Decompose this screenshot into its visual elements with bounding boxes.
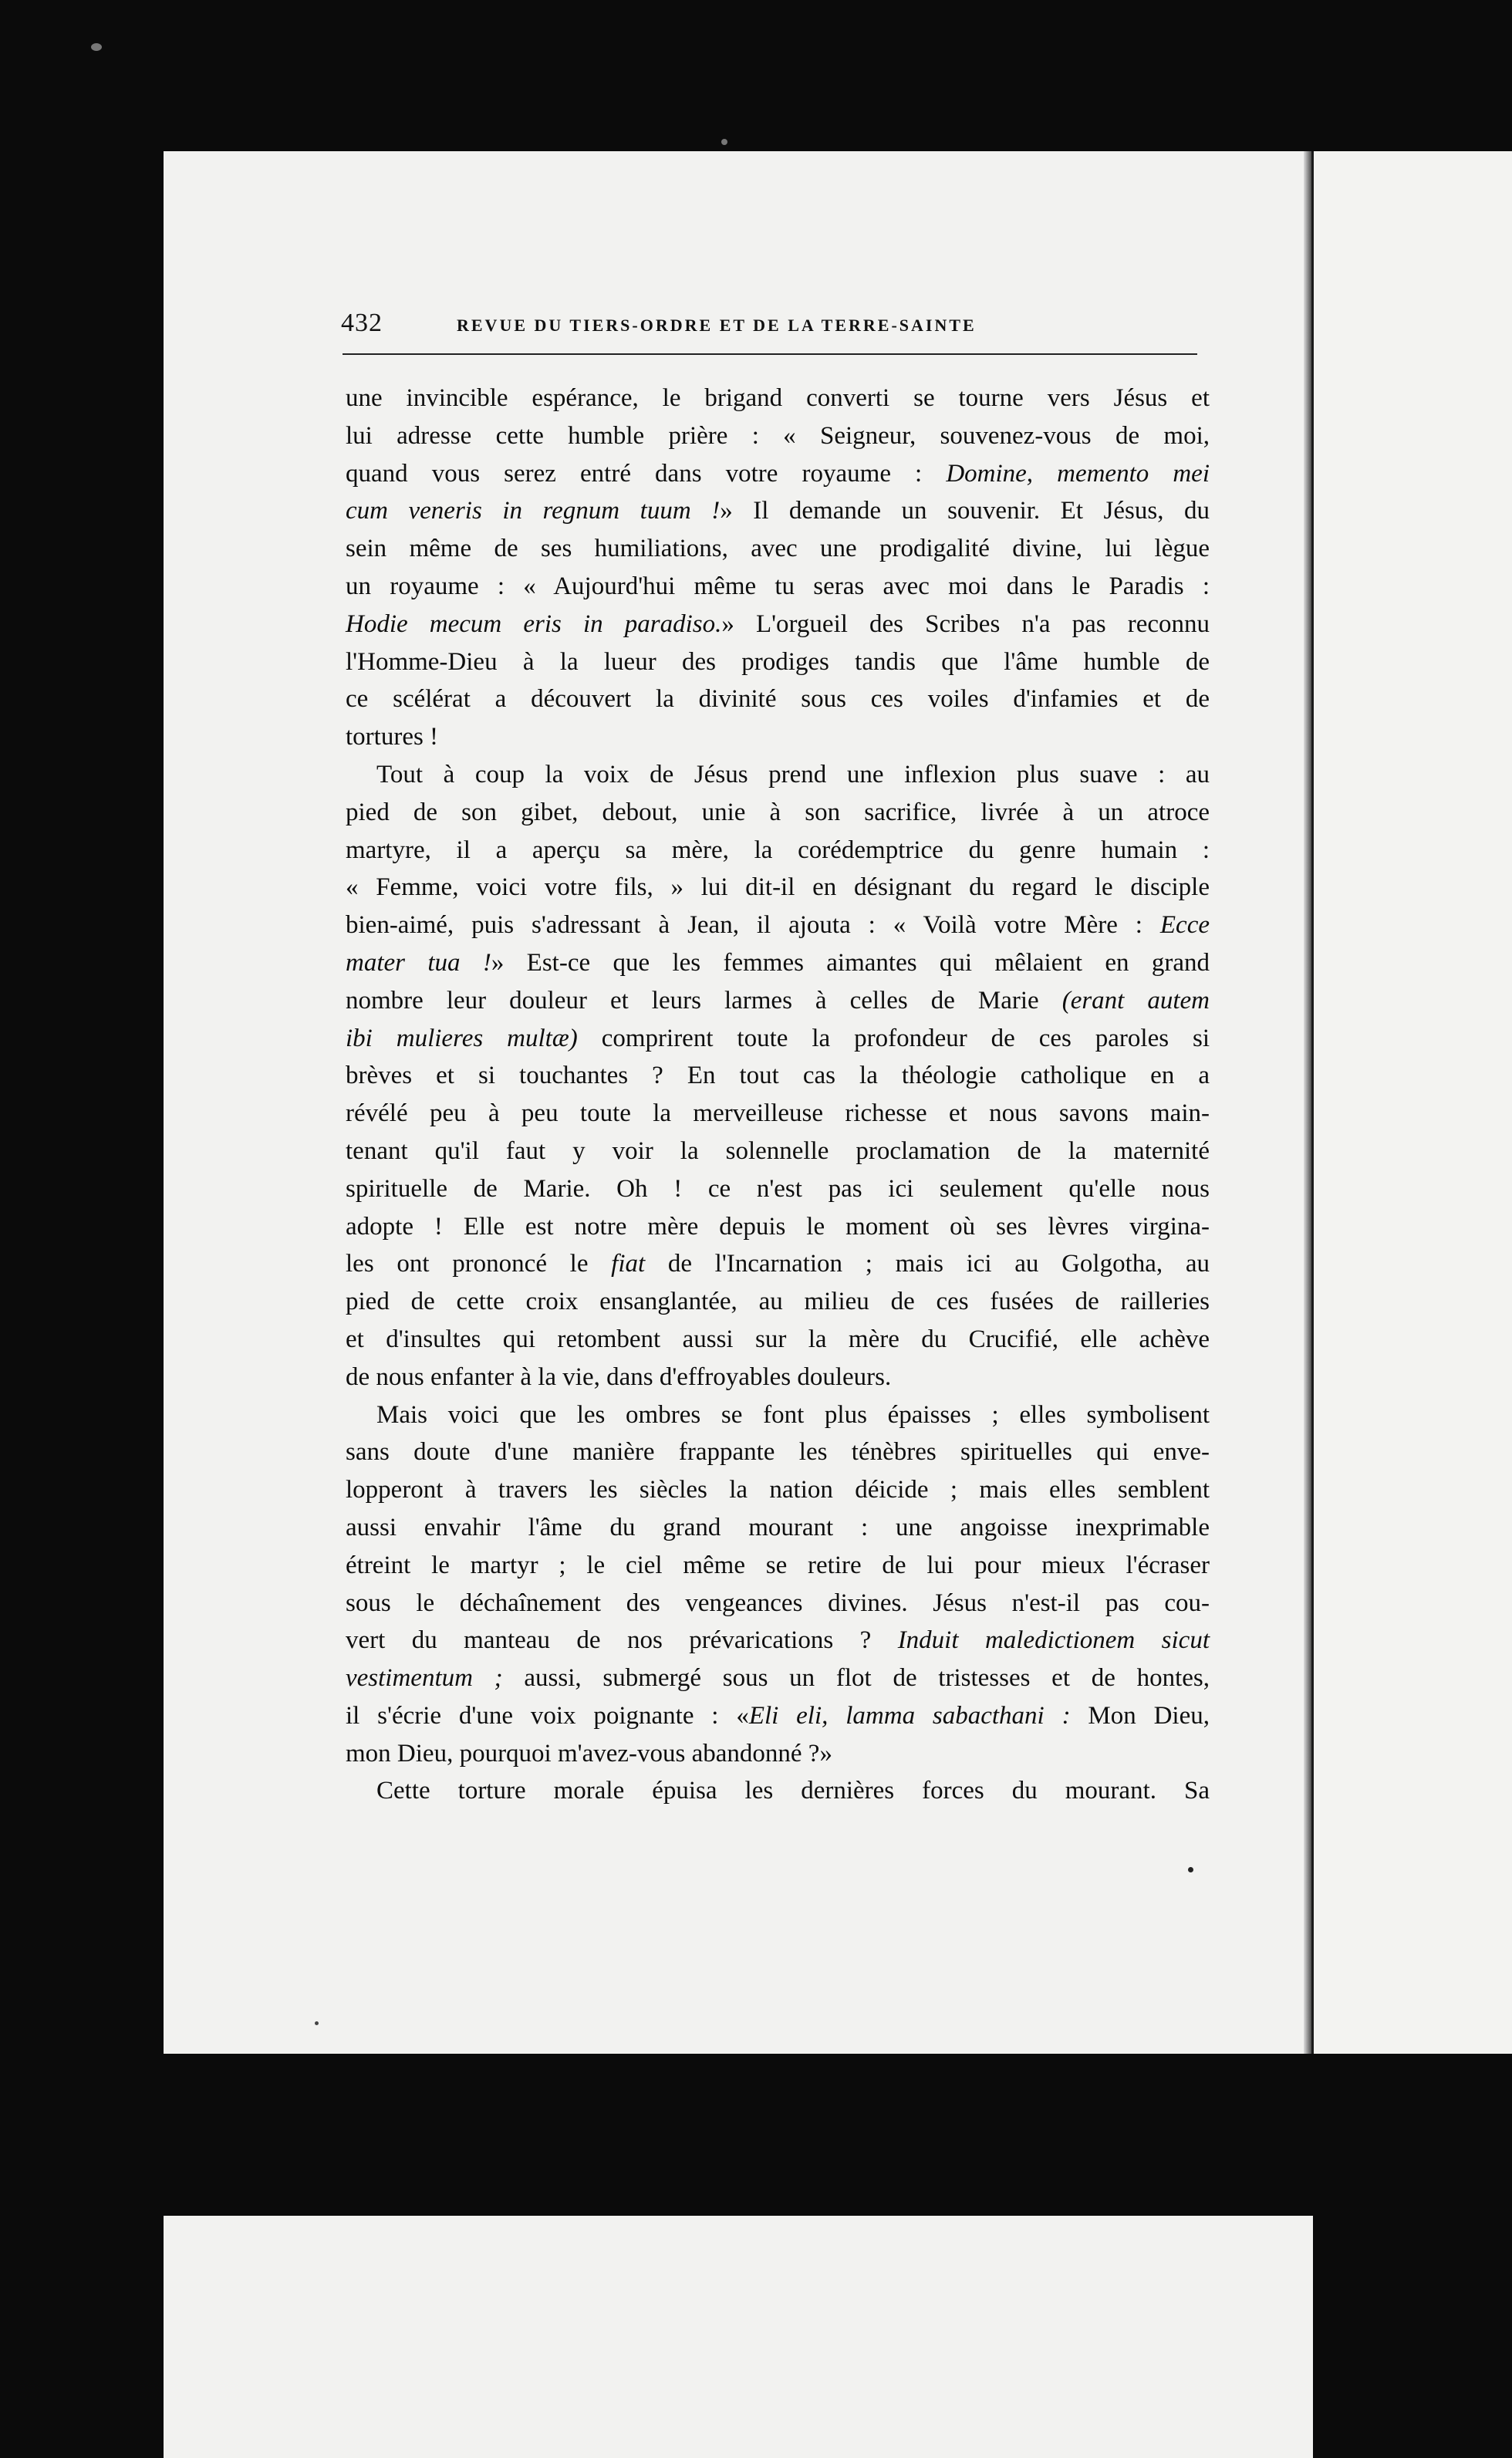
facing-page-edge bbox=[1313, 151, 1512, 2054]
text-line bbox=[346, 832, 1210, 869]
text-line bbox=[346, 756, 1210, 794]
text-line bbox=[346, 1659, 1210, 1697]
text-segment: tenant qu'il faut y voir la solennelle proclamation de la maternité bbox=[346, 1136, 1210, 1165]
text-line bbox=[346, 1697, 1210, 1735]
text-segment: adopte ! Elle est notre mère depuis le moment où ses lèvres virgina- bbox=[346, 1212, 1210, 1241]
text-line bbox=[346, 907, 1210, 944]
text-segment: les ont prononcé le bbox=[346, 1250, 612, 1278]
text-line bbox=[346, 455, 1210, 493]
latin-quote: Ecce bbox=[1159, 911, 1210, 940]
text-segment: » Est-ce que les femmes aimantes qui mêlaient en grand bbox=[491, 948, 1210, 977]
text-segment: tortures ! bbox=[346, 723, 439, 751]
latin-quote: (erant autem bbox=[1061, 986, 1210, 1015]
text-line bbox=[346, 1547, 1210, 1585]
latin-quote: ibi mulieres multæ) bbox=[346, 1024, 578, 1052]
running-head: REVUE DU TIERS-ORDRE ET DE LA TERRE-SAINTE bbox=[457, 316, 977, 335]
text-line bbox=[346, 606, 1210, 643]
text-segment: sans doute d'une manière frappante les ténèbres spirituelles qui enve- bbox=[346, 1438, 1210, 1467]
dust-speck bbox=[1188, 1867, 1193, 1872]
text-segment: comprirent toute la profondeur de ces paroles si bbox=[577, 1024, 1210, 1052]
text-line bbox=[346, 1509, 1210, 1547]
text-line bbox=[346, 492, 1210, 530]
text-line bbox=[346, 1735, 1210, 1773]
text-line bbox=[346, 1433, 1210, 1471]
text-line bbox=[346, 794, 1210, 832]
latin-quote: vestimentum ; bbox=[346, 1664, 503, 1693]
latin-quote: Induit maledictionem sicut bbox=[897, 1626, 1210, 1655]
text-segment: quand vous serez entré dans votre royaume : bbox=[346, 459, 947, 488]
header-rule bbox=[343, 353, 1197, 355]
text-segment: vert du manteau de nos prévarications ? bbox=[346, 1626, 898, 1655]
text-segment: une invincible espérance, le brigand converti se tourne vers Jésus et bbox=[346, 384, 1210, 412]
text-line bbox=[346, 680, 1210, 718]
text-segment: un royaume : « Aujourd'hui même tu seras avec moi dans le Paradis : bbox=[346, 572, 1210, 600]
text-segment: lui adresse cette humble prière : « Seigneur, souvenez-vous de moi, bbox=[346, 421, 1210, 450]
text-segment: brèves et si touchantes ? En tout cas la théologie catholique en a bbox=[346, 1062, 1210, 1090]
text-segment: lopperont à travers les siècles la nation déicide ; mais elles semblent bbox=[346, 1476, 1210, 1504]
text-line bbox=[346, 530, 1210, 568]
text-segment: nombre leur douleur et leurs larmes à celles de Marie bbox=[346, 986, 1062, 1015]
text-segment: l'Homme-Dieu à la lueur des prodiges tandis que l'âme humble de bbox=[346, 647, 1210, 676]
text-segment: étreint le martyr ; le ciel même se retire de lui pour mieux l'écraser bbox=[346, 1551, 1210, 1579]
text-segment: sein même de ses humiliations, avec une prodigalité divine, lui lègue bbox=[346, 535, 1210, 563]
text-line bbox=[346, 1321, 1210, 1359]
text-line bbox=[346, 944, 1210, 982]
text-line bbox=[346, 869, 1210, 907]
text-line bbox=[346, 1622, 1210, 1659]
text-segment: Mon Dieu, bbox=[1070, 1701, 1210, 1730]
text-line bbox=[346, 1471, 1210, 1509]
text-line bbox=[346, 568, 1210, 606]
text-segment: spirituelle de Marie. Oh ! ce n'est pas ici seulement qu'elle nous bbox=[346, 1174, 1210, 1203]
latin-quote: cum veneris in regnum tuum ! bbox=[346, 497, 721, 525]
text-segment: « Femme, voici votre fils, » lui dit-il en désignant du regard le disciple bbox=[346, 873, 1210, 902]
text-line bbox=[346, 417, 1210, 455]
body-text bbox=[346, 380, 1210, 1810]
text-line bbox=[346, 1772, 1210, 1810]
text-line bbox=[346, 1208, 1210, 1246]
latin-quote: fiat bbox=[611, 1250, 646, 1278]
latin-quote: Domine, memento mei bbox=[946, 459, 1210, 488]
text-segment: mon Dieu, pourquoi m'avez-vous abandonné ?» bbox=[346, 1739, 832, 1768]
text-line bbox=[346, 643, 1210, 681]
text-line bbox=[346, 1170, 1210, 1208]
text-segment: aussi envahir l'âme du grand mourant : une angoisse inexprimable bbox=[346, 1513, 1210, 1541]
text-segment: bien-aimé, puis s'adressant à Jean, il ajouta : « Voilà votre Mère : bbox=[346, 911, 1160, 940]
text-line bbox=[346, 1020, 1210, 1058]
page-number: 432 bbox=[341, 309, 383, 337]
facing-page-border bbox=[1311, 151, 1314, 2054]
dust-speck bbox=[721, 139, 727, 145]
page-header bbox=[341, 309, 1196, 339]
text-segment: il s'écrie d'une voix poignante : « bbox=[346, 1701, 749, 1730]
text-segment: » Il demande un souvenir. Et Jésus, du bbox=[720, 497, 1210, 525]
text-line bbox=[346, 1245, 1210, 1283]
text-line bbox=[346, 1585, 1210, 1622]
latin-quote: mater tua ! bbox=[346, 948, 491, 977]
text-segment: ce scélérat a découvert la divinité sous ces voiles d'infamies et de bbox=[346, 685, 1210, 714]
text-segment: de l'Incarnation ; mais ici au Golgotha, au bbox=[645, 1250, 1210, 1278]
dust-speck bbox=[315, 2021, 319, 2025]
text-line bbox=[346, 718, 1210, 756]
text-segment: Cette torture morale épuisa les dernières forces du mourant. Sa bbox=[376, 1777, 1210, 1805]
latin-quote: Hodie mecum eris in paradiso. bbox=[346, 609, 722, 638]
text-segment: martyre, il a aperçu sa mère, la corédemptrice du genre humain : bbox=[346, 836, 1210, 864]
text-line bbox=[346, 1057, 1210, 1095]
text-line bbox=[346, 1095, 1210, 1133]
text-line bbox=[346, 1283, 1210, 1321]
text-segment: aussi, submergé sous un flot de tristesses et de hontes, bbox=[502, 1664, 1210, 1693]
dust-speck bbox=[91, 43, 102, 51]
text-segment: Tout à coup la voix de Jésus prend une inflexion plus suave : au bbox=[376, 760, 1210, 788]
text-line bbox=[346, 1133, 1210, 1170]
text-segment: Mais voici que les ombres se font plus épaisses ; elles symbolisent bbox=[376, 1400, 1210, 1429]
scan-bottom-margin bbox=[164, 2054, 1313, 2216]
text-line bbox=[346, 1396, 1210, 1434]
text-segment: » L'orgueil des Scribes n'a pas reconnu bbox=[721, 609, 1210, 638]
text-line bbox=[346, 1359, 1210, 1396]
text-segment: pied de son gibet, debout, unie à son sacrifice, livrée à un atroce bbox=[346, 798, 1210, 826]
text-segment: pied de cette croix ensanglantée, au milieu de ces fusées de railleries bbox=[346, 1288, 1210, 1316]
latin-quote: Eli eli, lamma sabacthani : bbox=[748, 1701, 1071, 1730]
text-segment: et d'insultes qui retombent aussi sur la mère du Crucifié, elle achève bbox=[346, 1325, 1210, 1353]
text-segment: révélé peu à peu toute la merveilleuse richesse et nous savons main- bbox=[346, 1099, 1210, 1128]
text-segment: de nous enfanter à la vie, dans d'effroyables douleurs. bbox=[346, 1362, 892, 1391]
text-segment: sous le déchaînement des vengeances divines. Jésus n'est-il pas cou- bbox=[346, 1589, 1210, 1617]
text-line bbox=[346, 982, 1210, 1020]
text-line bbox=[346, 380, 1210, 417]
